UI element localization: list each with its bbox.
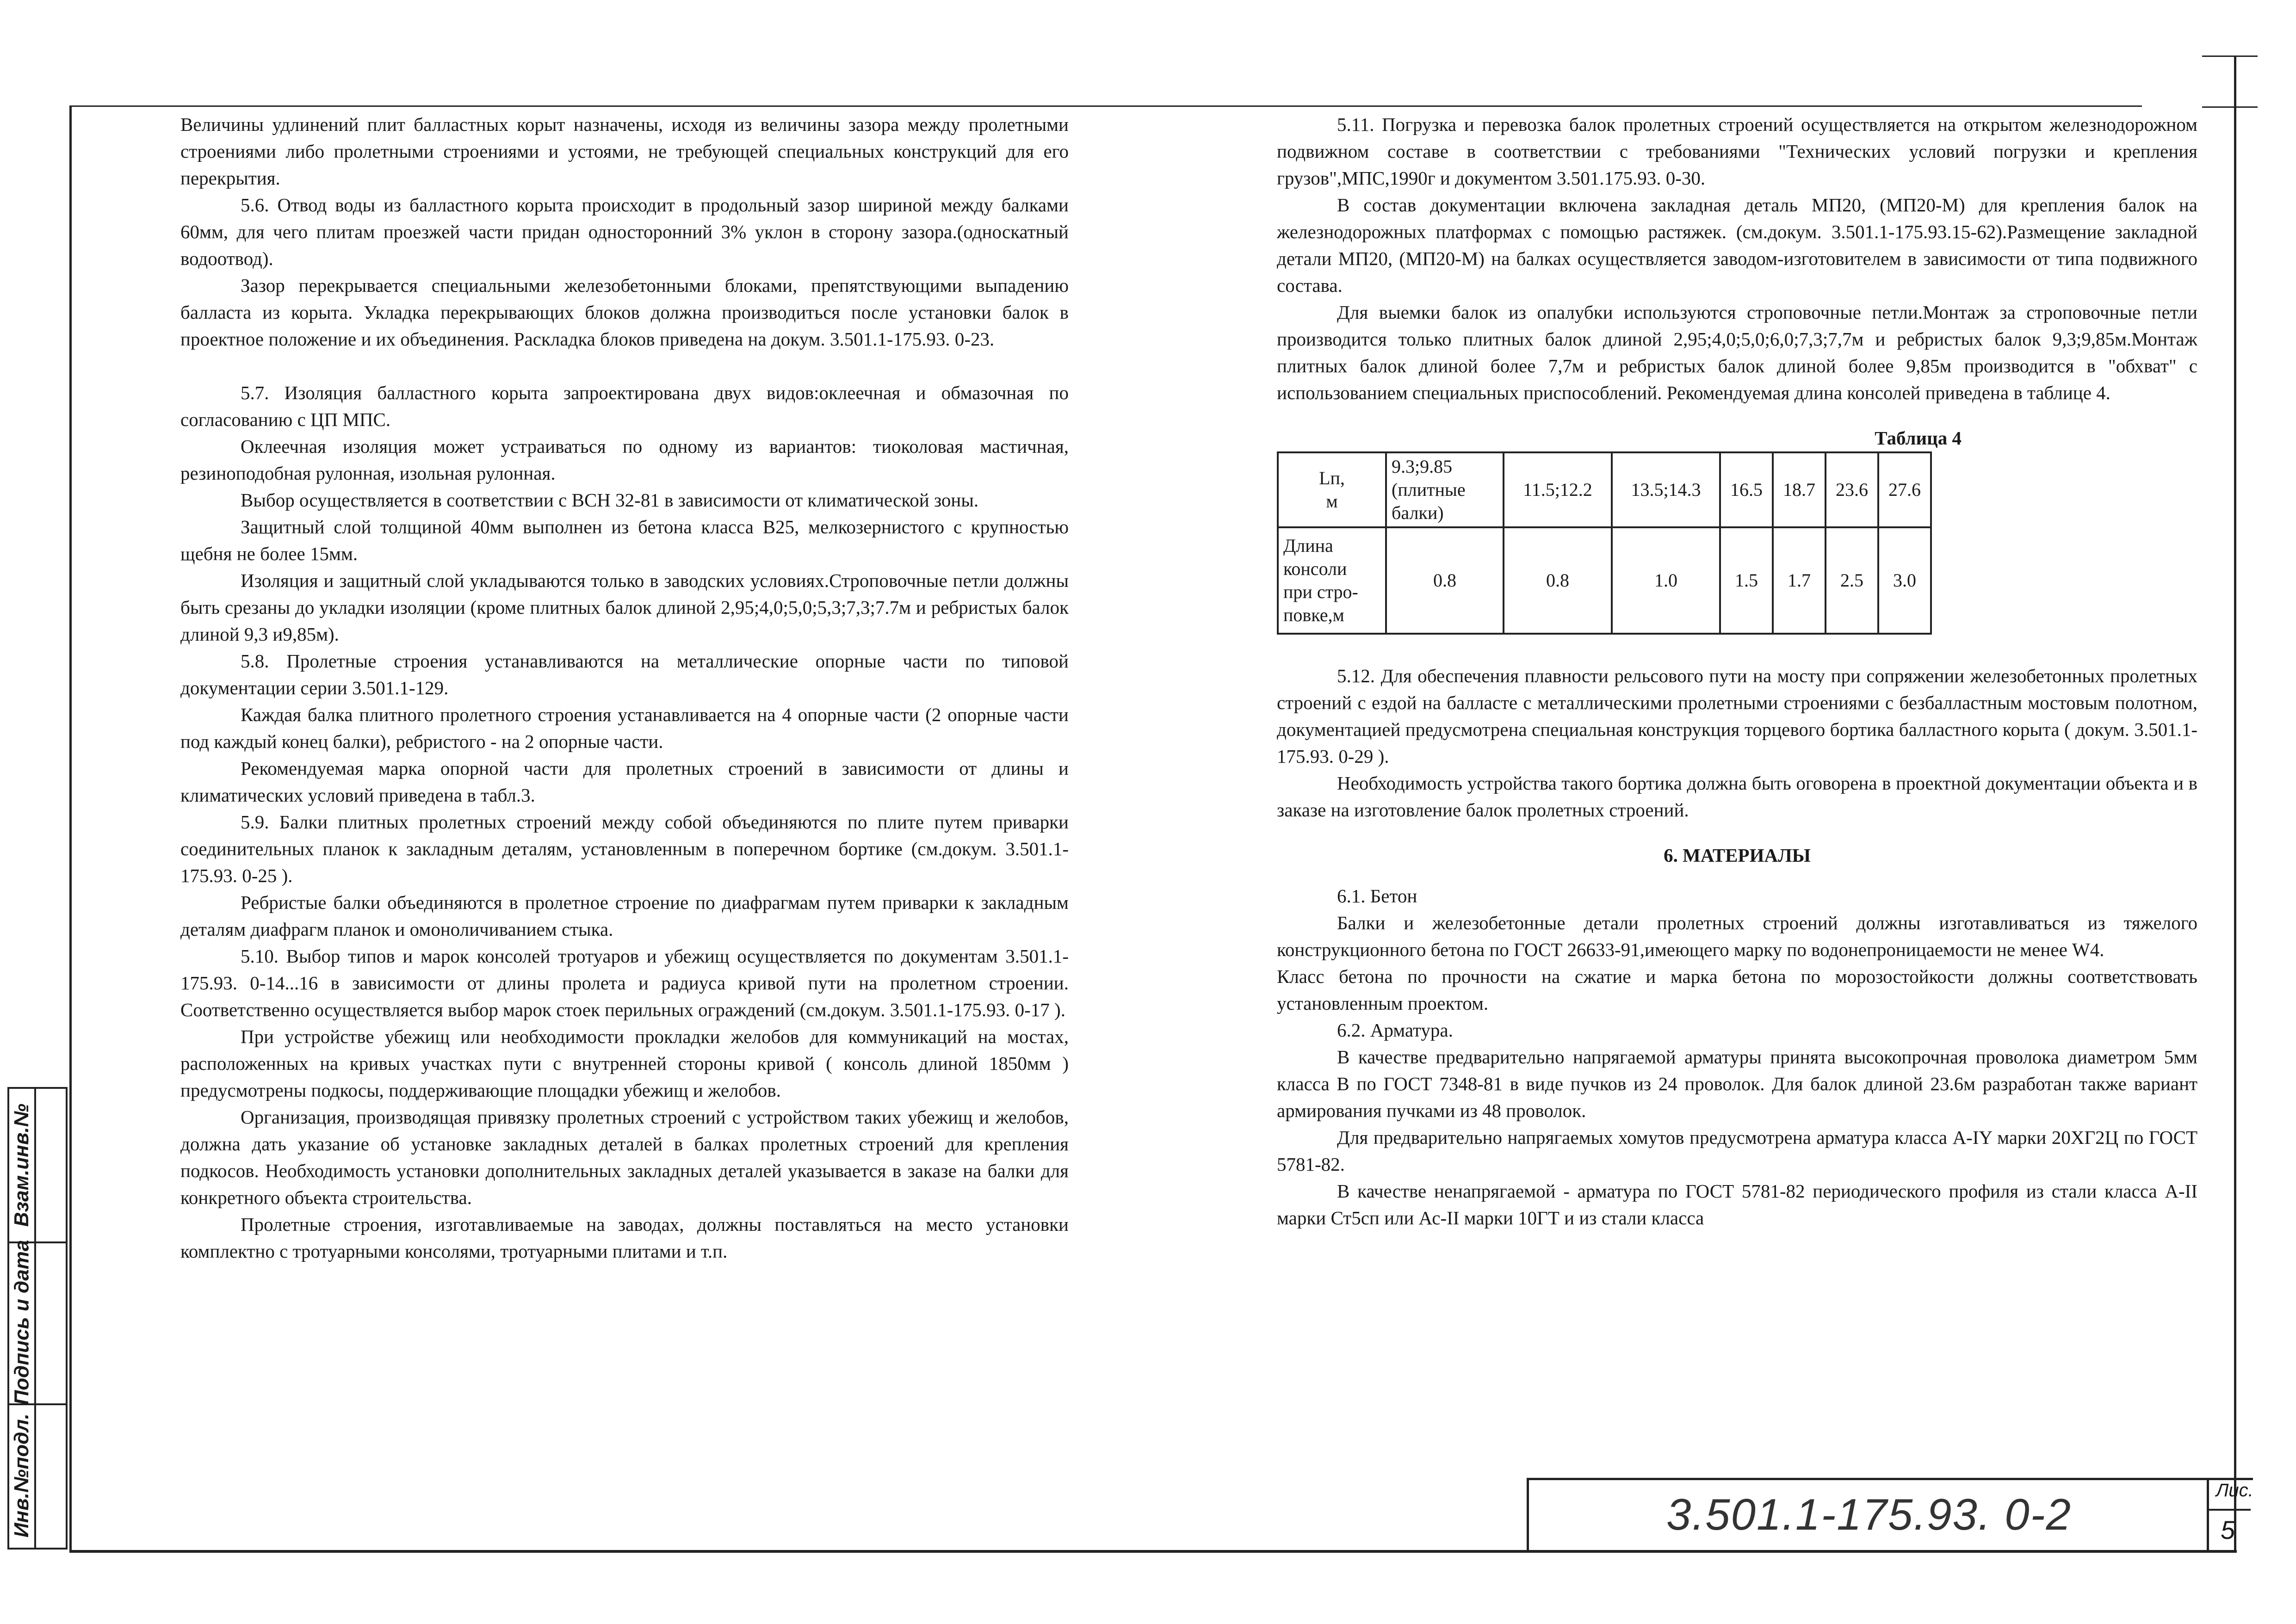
table-cell: 18.7	[1773, 452, 1826, 527]
paragraph: Для выемки балок из опалубки используются строповочные петли.Монтаж за строповочные петли производится только плитных балок длиной 2,95;4,0;5,0;6,0;7,3;7,7м и ребристых балок 9,3;9,85м.Монтаж плитных балок длиной более 7,7м и ребристых балок длиной более 9,85м производится в "обхват" с использованием специальных приспособлений. Рекомендуемая длина консолей приведена в таблице 4.	[1277, 302, 2197, 403]
paragraph: Изоляция и защитный слой укладываются только в заводских условиях.Строповочные петли должны быть срезаны до укладки изоляции (кроме плитных балок длиной 2,95;4,0;5,0;5,3;7,3;7.7м и ребристых балок длиной 9,3 и9,85м).	[180, 570, 1069, 645]
paragraph: Выбор осуществляется в соответствии с ВСН 32-81 в зависимости от климатической зоны.	[241, 489, 979, 511]
table-4-title: Таблица 4	[1875, 427, 1962, 449]
table-cell: 3.0	[1878, 527, 1931, 634]
paragraph: 6.1. Бетон	[1337, 885, 1417, 907]
right-text-column	[1277, 111, 2197, 1231]
sheet-label: Лис.	[2216, 1480, 2253, 1501]
table-row	[1278, 452, 1931, 527]
frame-left-line	[69, 105, 72, 1550]
table-cell: 0.8	[1386, 527, 1504, 634]
section-6-heading: 6. МАТЕРИАЛЫ	[1664, 845, 1811, 866]
stamp-column-divider	[34, 1089, 36, 1548]
paragraph: Величины удлинений плит балластных корыт назначены, исходя из величины зазора между пролетными строениями либо пролетными строениями и устоями, не требующей специальных конструкций для его перекрытия.	[180, 114, 1069, 189]
paragraph: Балки и железобетонные детали пролетных строений должны изготавливаться из тяжелого конструкционного бетона по ГОСТ 26633-91,имеющего марку по водонепроницаемости не менее W4.	[1277, 912, 2197, 960]
inventory-original-label: Инв.№подл.	[10, 1414, 33, 1538]
section-6-text	[1277, 883, 2197, 1231]
corner-mark-lower	[2202, 106, 2258, 108]
sheet-number: 5	[2221, 1515, 2235, 1544]
replacement-inventory-label: Взам.инв.№	[10, 1103, 33, 1227]
paragraph: В качестве ненапрягаемой - арматура по ГОСТ 5781-82 периодического профиля из стали класса А-II марки Ст5сп или Ас-II марки 10ГТ и из стали класса	[1277, 1180, 2197, 1229]
table-row	[1278, 527, 1931, 634]
paragraph: Зазор перекрывается специальными железобетонными блоками, препятствующими выпадению балласта из корыта. Укладка перекрывающих блоков должна производиться после установки балок в проектное положение и их объединения. Раскладка блоков приведена на докум. 3.501.1-175.93. 0-23.	[180, 275, 1069, 350]
table-cell: 27.6	[1878, 452, 1931, 527]
paragraph: 6.2. Арматура.	[1337, 1019, 1453, 1041]
paragraph: В состав документации включена закладная деталь МП20, (МП20-М) для крепления балок на железнодорожных платформах с помощью растяжек. (см.докум. 3.501.1-175.93.15-62).Размещение закладной детали МП20, (МП20-М) на балках осуществляется заводом-изготовителем в зависимости от типа подвижного состава.	[1277, 194, 2197, 296]
paragraph: 5.8. Пролетные строения устанавливаются на металлические опорные части по типовой документации серии 3.501.1-129.	[180, 650, 1069, 698]
paragraph: Для предварительно напрягаемых хомутов предусмотрена арматура класса А-IY марки 20ХГ2Ц по ГОСТ 5781-82.	[1277, 1127, 2197, 1175]
paragraph: Класс бетона по прочности на сжатие и марка бетона по морозостойкости должны соответствовать установленным проектом.	[1277, 966, 2197, 1014]
table-cell: 9.3;9.85 (плитные балки)	[1386, 452, 1504, 527]
corner-mark	[2202, 56, 2258, 57]
paragraph: 5.10. Выбор типов и марок консолей тротуаров и убежищ осуществляется по документам 3.501.1-175.93. 0-14...16 в зависимости от длины пролета и радиуса кривой пути на пролетном строении. Соответственно осуществляется выбор марок стоек перильных ограждений (см.докум. 3.501.1-175.93. 0-17 ).	[180, 945, 1069, 1020]
section-5-11-text	[1277, 111, 2197, 406]
section-5-12-text	[1277, 662, 2197, 823]
frame-right-line	[2234, 56, 2236, 1551]
paragraph: 5.7. Изоляция балластного корыта запроектирована двух видов:оклеечная и обмазочная по согласованию с ЦП МПС.	[180, 382, 1069, 430]
table-cell: 0.8	[1504, 527, 1612, 634]
document-code: 3.501.1-175.93. 0-2	[1666, 1490, 2072, 1539]
table-cell: 1.0	[1612, 527, 1720, 634]
paragraph: 5.6. Отвод воды из балластного корыта происходит в продольный зазор шириной между балками 60мм, для чего плитам проезжей части придан односторонний 3% уклон в сторону зазора.(односкатный водоотвод).	[180, 194, 1069, 269]
paragraph: Оклеечная изоляция может устраиваться по одному из вариантов: тиоколовая мастичная, резиноподобная рулонная, изольная рулонная.	[180, 436, 1069, 484]
paragraph: Необходимость устройства такого бортика должна быть оговорена в проектной документации объекта и в заказе на изготовление балок пролетных строений.	[1277, 772, 2197, 821]
table-4	[1277, 451, 1932, 635]
paragraph: 5.12. Для обеспечения плавности рельсового пути на мосту при сопряжении железобетонных пролетных строений с ездой на балласте с металлическими пролетными строениями с безбалластным мостовым полотном, документацией предусмотрена специальная конструкция торцевого бортика балластного корыта ( докум. 3.501.1-175.93. 0-29 ).	[1277, 665, 2197, 767]
console-length-header: Длина консоли при стро-повке,м	[1278, 527, 1386, 634]
table-cell: 11.5;12.2	[1504, 452, 1612, 527]
paragraph: Пролетные строения, изготавливаемые на заводах, должны поставляться на место установки комплектно с тротуарными консолями, тротуарными плитами и т.п.	[180, 1214, 1069, 1262]
table-cell: 1.5	[1720, 527, 1773, 634]
paragraph: Защитный слой толщиной 40мм выполнен из бетона класса В25, мелкозернистого с крупностью щебня не более 15мм.	[180, 516, 1069, 564]
paragraph: Каждая балка плитного пролетного строения устанавливается на 4 опорные части (2 опорные части под каждый конец балки), ребристого - на 2 опорные части.	[180, 704, 1069, 752]
paragraph: Ребристые балки объединяются в пролетное строение по диафрагмам путем приварки к закладным деталям диафрагм планок и омоноличиванием стыка.	[180, 892, 1069, 940]
paragraph: 5.9. Балки плитных пролетных строений между собой объединяются по плите путем приварки соединительных планок к закладным деталям, установленным в поперечном бортике (см.докум. 3.501.1-175.93. 0-25 ).	[180, 811, 1069, 886]
table-cell: 13.5;14.3	[1612, 452, 1720, 527]
title-block	[1527, 1478, 2209, 1552]
frame-top-line	[69, 105, 2142, 107]
span-length-header: Lп, м	[1278, 452, 1386, 527]
paragraph	[180, 352, 1069, 379]
signature-date-label: Подпись и дата	[10, 1240, 33, 1405]
table-cell: 1.7	[1773, 527, 1826, 634]
paragraph: В качестве предварительно напрягаемой арматуры принята высокопрочная проволока диаметром 5мм класса В по ГОСТ 7348-81 в виде пучков из 24 проволок. Для балок длиной 23.6м разработан также вариант армирования пучками из 48 проволок.	[1277, 1046, 2197, 1121]
table-cell: 16.5	[1720, 452, 1773, 527]
left-text-column	[180, 111, 1069, 1265]
table-cell: 2.5	[1826, 527, 1878, 634]
margin-approval-stamp	[7, 1087, 68, 1550]
sheet-box-divider	[2207, 1509, 2251, 1511]
table-cell: 23.6	[1826, 452, 1878, 527]
paragraph: 5.11. Погрузка и перевозка балок пролетных строений осуществляется на открытом железнодорожном подвижном составе в соответствии с требованиями "Технических условий погрузки и крепления грузов",МПС,1990г и документом 3.501.175.93. 0-30.	[1277, 114, 2197, 189]
paragraph: Организация, производящая привязку пролетных строений с устройством таких убежищ и желобов, должна дать указание об установке закладных деталей в балках пролетных строений для крепления подкосов. Необходимость установки дополнительных закладных деталей указывается в заказе на балки для конкретного объекта строительства.	[180, 1106, 1069, 1208]
paragraph: При устройстве убежищ или необходимости прокладки желобов для коммуникаций на мостах, расположенных на кривых участках пути с внутренней стороны кривой ( консоль длиной 1850мм ) предусмотрены подкосы, поддерживающие площадки убежищ и желобов.	[180, 1026, 1069, 1101]
paragraph: Рекомендуемая марка опорной части для пролетных строений в зависимости от длины и климатических условий приведена в табл.3.	[180, 758, 1069, 806]
